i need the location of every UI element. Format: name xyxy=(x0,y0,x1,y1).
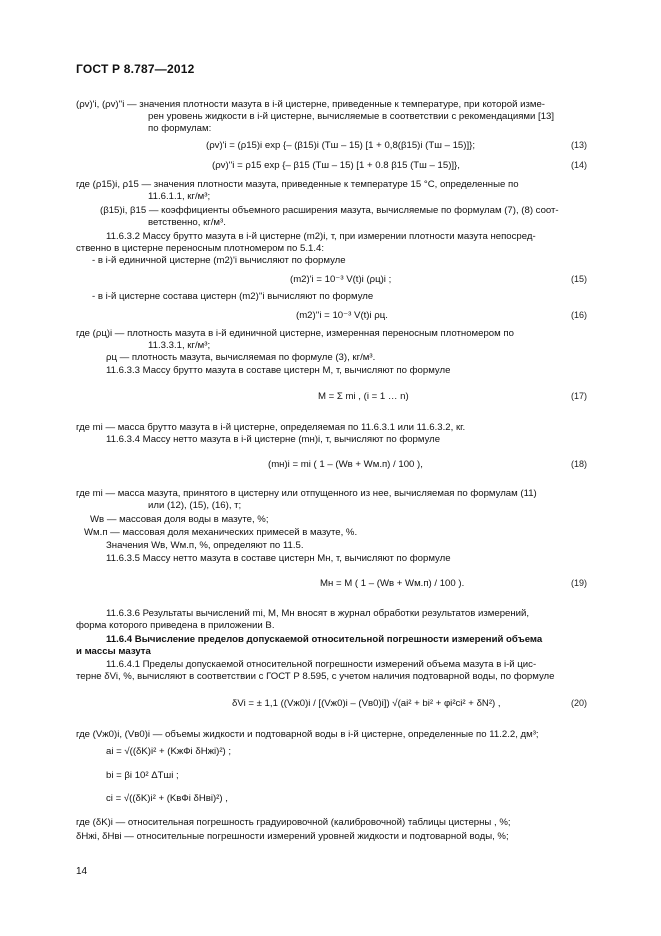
formula-14: (ρv)''i = ρ15 exp {– β15 (Tш – 15) [1 + 0.8 β15 (Tш – 15)]}, xyxy=(212,160,460,171)
text-line: (β15)i, β15 — коэффициенты объемного расширения мазута, вычисляемые по формулам (7), (8) соот- xyxy=(100,205,559,216)
formula-19: Mн = M ( 1 – (Wв + Wм.п) / 100 ). xyxy=(320,578,465,589)
equation-number: (19) xyxy=(570,578,587,588)
equation-number: (15) xyxy=(570,274,587,284)
text-line: 11.6.3.6 Результаты вычислений mi, M, Mн вносят в журнал обработки результатов измерений, xyxy=(106,608,530,619)
text-line: ветственно, кг/м³. xyxy=(148,217,226,228)
text-line: где (δK)i — относительная погрешность градуировочной (калибровочной) таблицы цистерны , %; xyxy=(76,817,511,828)
formula-17: M = Σ mi , (i = 1 … n) xyxy=(318,391,409,402)
text-line: - в i-й цистерне состава цистерн (m2)''i вычисляют по формуле xyxy=(92,291,374,302)
text-line: δHжi, δHвi — относительные погрешности измерений уровней жидкости и подтоварной воды, %; xyxy=(76,831,509,842)
section-heading: 11.6.4 Вычисление пределов допускаемой относительной погрешности измерений объема xyxy=(106,634,543,645)
text-line: Wв — массовая доля воды в мазуте, %; xyxy=(90,514,269,525)
text-line: или (12), (15), (16), т; xyxy=(148,500,242,511)
equation-number: (16) xyxy=(570,310,587,320)
equation-number: (14) xyxy=(570,160,587,170)
text-line: Wм.п — массовая доля механических примесей в мазуте, %. xyxy=(84,527,358,538)
formula-15: (m2)'i = 10⁻³ V(t)i (ρц)i ; xyxy=(290,274,392,285)
text-line: 11.6.1.1, кг/м³; xyxy=(148,191,211,202)
text-line: 11.6.3.3 Массу брутто мазута в составе цистерн М, т, вычисляют по формуле xyxy=(106,365,451,376)
text-line: где (ρц)i — плотность мазута в i-й единичной цистерне, измеренная переносным плотномером по xyxy=(76,328,514,339)
text-line: по формулам: xyxy=(148,123,212,134)
text-line: где mi — масса мазута, принятого в цистерну или отпущенного из нее, вычисляемая по формулам (11) xyxy=(76,488,537,499)
text-line: 11.6.4.1 Пределы допускаемой относительной погрешности измерений объема мазута в i-й цис- xyxy=(106,659,537,670)
text-line: где (Vж0)i, (Vв0)i — объемы жидкости и подтоварной воды в i-й цистерне, определенные по 11.2.2, дм³; xyxy=(76,729,539,740)
section-heading: и массы мазута xyxy=(76,646,151,657)
text-line: где (ρ15)i, ρ15 — значения плотности мазута, приведенные к температуре 15 °С, определенные по xyxy=(76,179,519,190)
text-line: рен уровень жидкости в i-й цистерне, вычисляемые в соответствии с рекомендациями [13] xyxy=(148,111,555,122)
text-line: ственно в цистерне переносным плотномером по 5.1.4: xyxy=(76,243,324,254)
text-line: 11.6.3.2 Массу брутто мазута в i-й цистерне (m2)i, т, при измерении плотности мазута непосред- xyxy=(106,231,536,242)
text-line: терне δVi, %, вычисляют в соответствии с ГОСТ Р 8.595, с учетом наличия подтоварной воды, по формуле xyxy=(76,671,555,682)
formula-c: ci = √((δK)i² + (KвФi δHвi)²) , xyxy=(106,793,228,804)
formula-18: (mн)i = mi ( 1 – (Wв + Wм.п) / 100 ), xyxy=(268,459,423,470)
formula-b: bi = βi 10² ΔTшi ; xyxy=(106,770,179,781)
text-line: ρц — плотность мазута, вычисляемая по формуле (3), кг/м³. xyxy=(106,352,376,363)
equation-number: (20) xyxy=(570,698,587,708)
formula-16: (m2)''i = 10⁻³ V(t)i ρц. xyxy=(296,310,388,321)
equation-number: (18) xyxy=(570,459,587,469)
equation-number: (17) xyxy=(570,391,587,401)
formula-20: δVi = ± 1,1 ((Vж0)i / [(Vж0)i – (Vв0)i]) √(ai² + bi² + φi²ci² + δN²) , xyxy=(232,698,501,709)
text-line: - в i-й единичной цистерне (m2)'i вычисляют по формуле xyxy=(92,255,346,266)
text-line: 11.6.3.5 Массу нетто мазута в составе цистерн Мн, т, вычисляют по формуле xyxy=(106,553,451,564)
text-line: 11.3.3.1, кг/м³; xyxy=(148,340,211,351)
page-number: 14 xyxy=(76,866,88,877)
text-line: Значения Wв, Wм.п, %, определяют по 11.5. xyxy=(106,540,304,551)
text-line: (ρv)'i, (ρv)''i — значения плотности мазута в i-й цистерне, приведенные к температуре, при которой изме- xyxy=(76,99,546,110)
formula-13: (ρv)'i = (ρ15)i exp {– (β15)i (Tш – 15) [1 + 0,8(β15)i (Tш – 15)]}; xyxy=(206,140,475,151)
text-line: где mi — масса брутто мазута в i-й цистерне, определяемая по 11.6.3.1 или 11.6.3.2, кг. xyxy=(76,422,466,433)
formula-a: ai = √((δK)i² + (KжФi δHжi)²) ; xyxy=(106,746,232,757)
equation-number: (13) xyxy=(570,140,587,150)
text-line: 11.6.3.4 Массу нетто мазута в i-й цистерне (mн)i, т, вычисляют по формуле xyxy=(106,434,441,445)
page-header: ГОСТ Р 8.787—2012 xyxy=(76,62,195,76)
text-line: форма которого приведена в приложении В. xyxy=(76,620,275,631)
